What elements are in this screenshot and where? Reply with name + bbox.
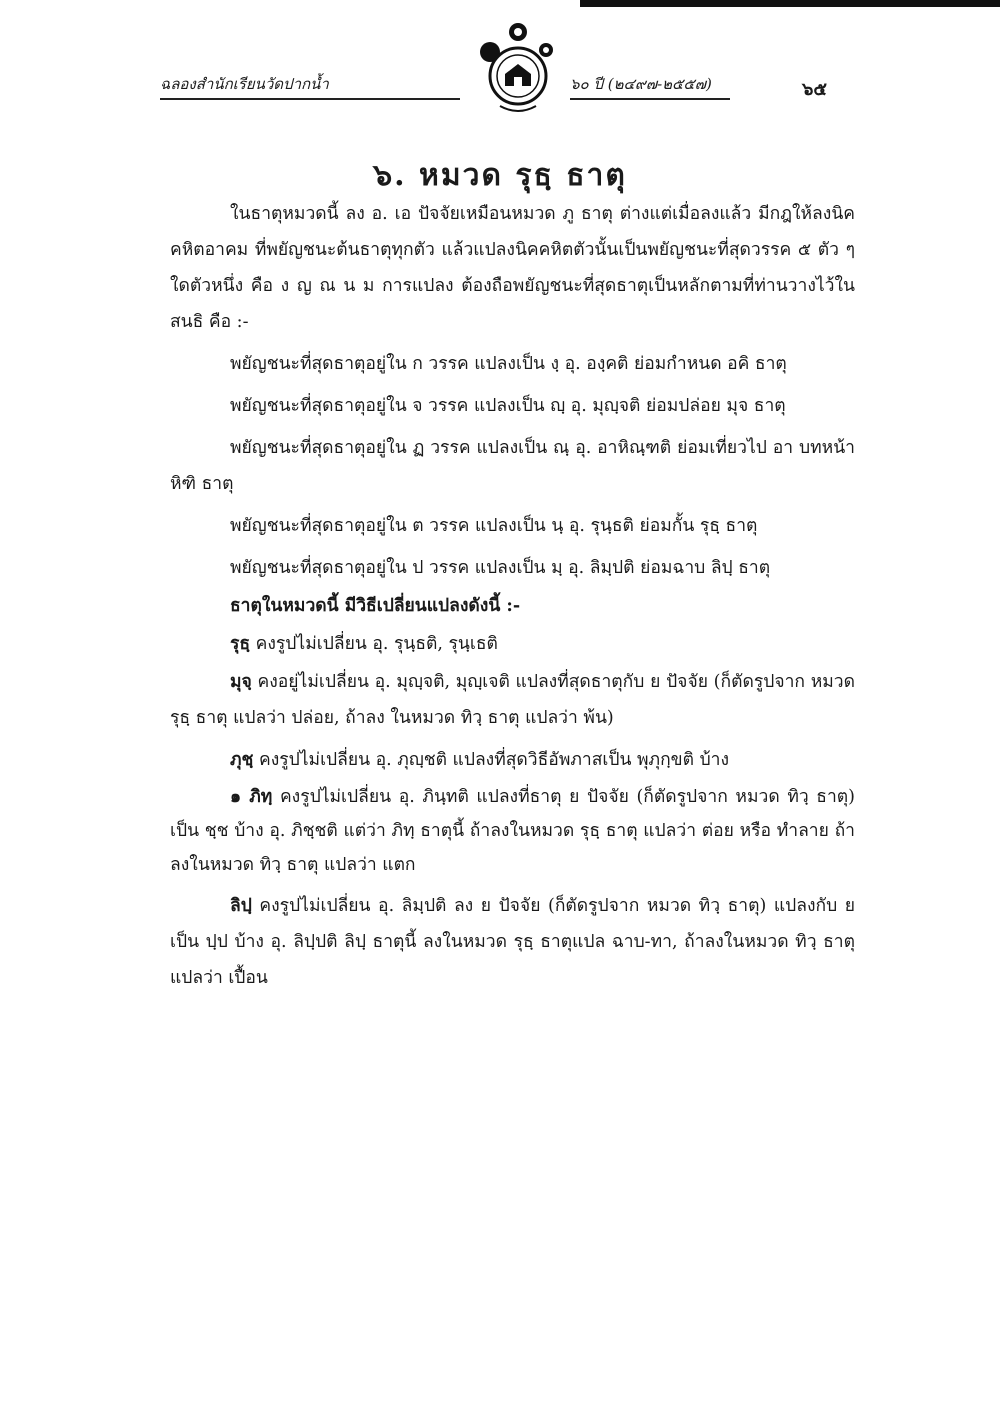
lip-entry xyxy=(170,888,855,996)
subheading xyxy=(170,588,855,624)
body-text xyxy=(170,196,855,998)
muc-desc: คงอยู่ไม่เปลี่ยน อุ. มุญฺจติ, มุญฺเจติ แปลงที่สุดธาตุกับ ย ปัจจัย (ก็ตัดรูปจาก หมวด รุธฺ ธาตุ แปลว่า ปล่อย, ถ้าลง ในหมวด ทิวฺ ธาตุ แปลว่า พ้น) xyxy=(170,672,855,728)
muc-term: มุจฺ xyxy=(230,672,252,692)
header-right-text: ๖๐ ปี (๒๔๙๗-๒๕๕๗) xyxy=(570,72,730,100)
section-title: ๖. หมวด รุธฺ ธาตุ xyxy=(373,158,627,193)
lip-term: ลิปฺ xyxy=(230,896,252,916)
temple-seal-icon xyxy=(478,20,558,120)
bhid-term: ๑ ภิทฺ xyxy=(230,787,273,807)
subheading-text: ธาตุในหมวดนี้ มีวิธีเปลี่ยนแปลงดังนี้ :- xyxy=(230,596,521,616)
muc-entry xyxy=(170,664,855,736)
header-left-text: ฉลองสำนักเรียนวัดปากน้ำ xyxy=(160,72,460,100)
rudh-desc: คงรูปไม่เปลี่ยน อุ. รุนฺธติ, รุนฺเธติ xyxy=(250,634,498,654)
rudh-entry xyxy=(170,626,855,662)
top-edge-bar xyxy=(580,0,1000,7)
intro-paragraph: ในธาตุหมวดนี้ ลง อ. เอ ปัจจัยเหมือนหมวด ภู ธาตุ ต่างแต่เมื่อลงแล้ว มีกฎให้ลงนิคคหิตอาคม ที่พยัญชนะต้นธาตุทุกตัว แล้วแปลงนิคคหิตตัวนั้นเป็นพยัญชนะที่สุดวรรค ๕ ตัว ๆ ใดตัวหนึ่ง คือ ง ญ ณ น ม การแปลง ต้องถือพยัญชนะที่สุดธาตุเป็นหลักตามที่ท่านวางไว้ในสนธิ คือ :- xyxy=(170,204,855,332)
bhid-desc: คงรูปไม่เปลี่ยน อุ. ภินฺทติ แปลงที่ธาตุ ย ปัจจัย (ก็ตัดรูปจาก หมวด ทิวฺ ธาตุ) เป็น ชฺช บ้าง อุ. ภิชฺชติ แต่ว่า ภิทฺ ธาตุนี้ ถ้าลงในหมวด รุธฺ ธาตุ แปลว่า ต่อย หรือ ทำลาย ถ้าลงในหมวด ทิวฺ ธาตุ แปลว่า แตก xyxy=(170,787,856,875)
page-number: ๖๕ xyxy=(802,79,828,100)
bhuj-desc: คงรูปไม่เปลี่ยน อุ. ภุญฺชติ แปลงที่สุดวิธีอัพภาสเป็น พุภุกฺขติ บ้าง xyxy=(253,750,730,770)
rule-d-paragraph: พยัญชนะที่สุดธาตุอยู่ใน ต วรรค แปลงเป็น นฺ อุ. รุนฺธติ ย่อมกั้น รุธฺ ธาตุ xyxy=(230,516,758,536)
rule-p-paragraph: พยัญชนะที่สุดธาตุอยู่ใน ป วรรค แปลงเป็น มฺ อุ. ลิมฺปติ ย่อมฉาบ ลิปฺ ธาตุ xyxy=(230,558,771,578)
bhuj-entry xyxy=(170,742,855,778)
rule-k-paragraph: พยัญชนะที่สุดธาตุอยู่ใน ก วรรค แปลงเป็น งฺ อุ. องฺคติ ย่อมกำหนด อคิ ธาตุ xyxy=(230,354,787,374)
page-header xyxy=(160,20,880,130)
rule-t-paragraph: พยัญชนะที่สุดธาตุอยู่ใน ฏ วรรค แปลงเป็น ณฺ อุ. อาหิณฺฑติ ย่อมเที่ยวไป อา บทหน้า หิฑิ ธาตุ xyxy=(170,438,855,494)
bhuj-term: ภุชฺ xyxy=(230,750,254,770)
rule-c-paragraph: พยัญชนะที่สุดธาตุอยู่ใน จ วรรค แปลงเป็น ญฺ อุ. มุญฺจติ ย่อมปล่อย มุจ ธาตุ xyxy=(230,396,786,416)
rudh-term: รุธฺ xyxy=(230,634,251,654)
bhid-entry xyxy=(170,780,855,882)
lip-desc: คงรูปไม่เปลี่ยน อุ. ลิมฺปติ ลง ย ปัจจัย (ก็ตัดรูปจาก หมวด ทิวฺ ธาตุ) แปลงกับ ย เป็น ปฺป บ้าง อุ. ลิปฺปติ ลิปฺ ธาตุนี้ ลงในหมวด รุธฺ ธาตุแปล ฉาบ-ทา, ถ้าลงในหมวด ทิวฺ ธาตุ แปลว่า เปื้อน xyxy=(170,896,855,988)
